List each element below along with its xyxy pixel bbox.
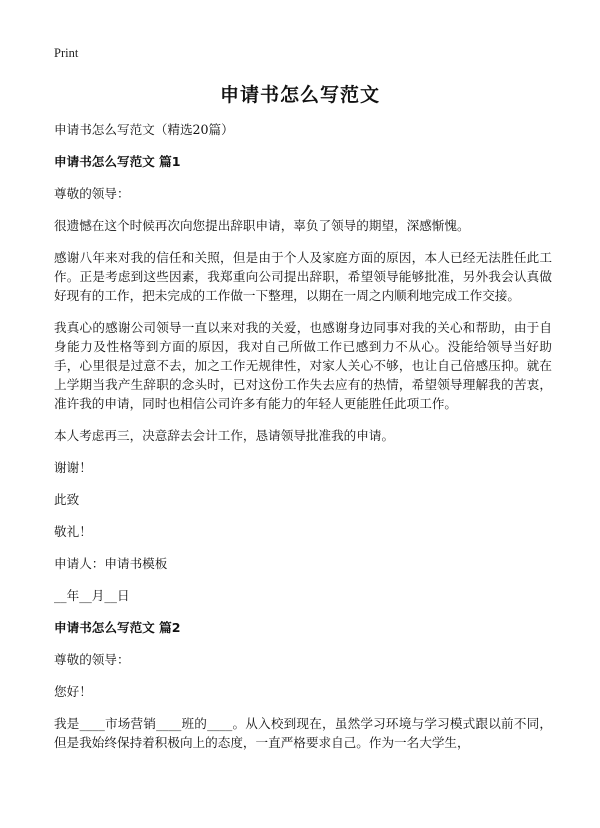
section-heading: 申请书怎么写范文 篇2 — [54, 620, 181, 635]
print-label: Print — [54, 46, 79, 60]
document-body — [54, 120, 552, 765]
salutation: 尊敬的领导： — [54, 186, 130, 201]
section-heading: 申请书怎么写范文 篇1 — [54, 154, 181, 169]
closing-cizhi: 此致 — [54, 492, 80, 507]
paragraph: 很遗憾在这个时候再次向您提出辞职申请，辜负了领导的期望，深感惭愧。 — [54, 218, 470, 233]
paragraph: 我真心的感谢公司领导一直以来对我的关爱，也感谢身边同事对我的关心和帮助，由于自身能力及性格等到方面的原因，我对自己所做工作已感到力不从心。没能给领导当好助手，心里很是过意不去，加之工作无规律性，对家人关心不够，也让自己倍感压抑。就在上学期当我产生辞职的念头时，已对这份工作失去应有的热情，希望领导理解我的苦衷，准许我的申请，同时也相信公司许多有能力的年轻人更能胜任此项工作。 — [54, 320, 552, 411]
applicant-line: 申请人：申请书模板 — [54, 556, 168, 571]
date-line: __年__月__日 — [54, 588, 130, 603]
greeting: 您好！ — [54, 684, 92, 699]
document-title: 申请书怎么写范文 — [219, 84, 380, 106]
closing-jingli: 敬礼！ — [54, 524, 92, 539]
paragraph: 本人考虑再三，决意辞去会计工作，恳请领导批准我的申请。 — [54, 428, 395, 443]
paragraph: 我是____市场营销____班的____。从入校到现在，虽然学习环境与学习模式跟以前不同，但是我始终保持着积极向上的态度，一直严格要求自己。作为一名大学生， — [54, 716, 552, 750]
paragraph: 感谢八年来对我的信任和关照，但是由于个人及家庭方面的原因，本人已经无法胜任此工作。正是考虑到这些因素，我郑重向公司提出辞职，希望领导能够批准，另外我会认真做好现有的工作，把未完成的工作做一下整理，以期在一周之内顺利地完成工作交接。 — [54, 250, 552, 303]
salutation: 尊敬的领导： — [54, 652, 130, 667]
closing-thanks: 谢谢！ — [54, 460, 92, 475]
document-subtitle: 申请书怎么写范文（精选20篇） — [54, 122, 234, 137]
